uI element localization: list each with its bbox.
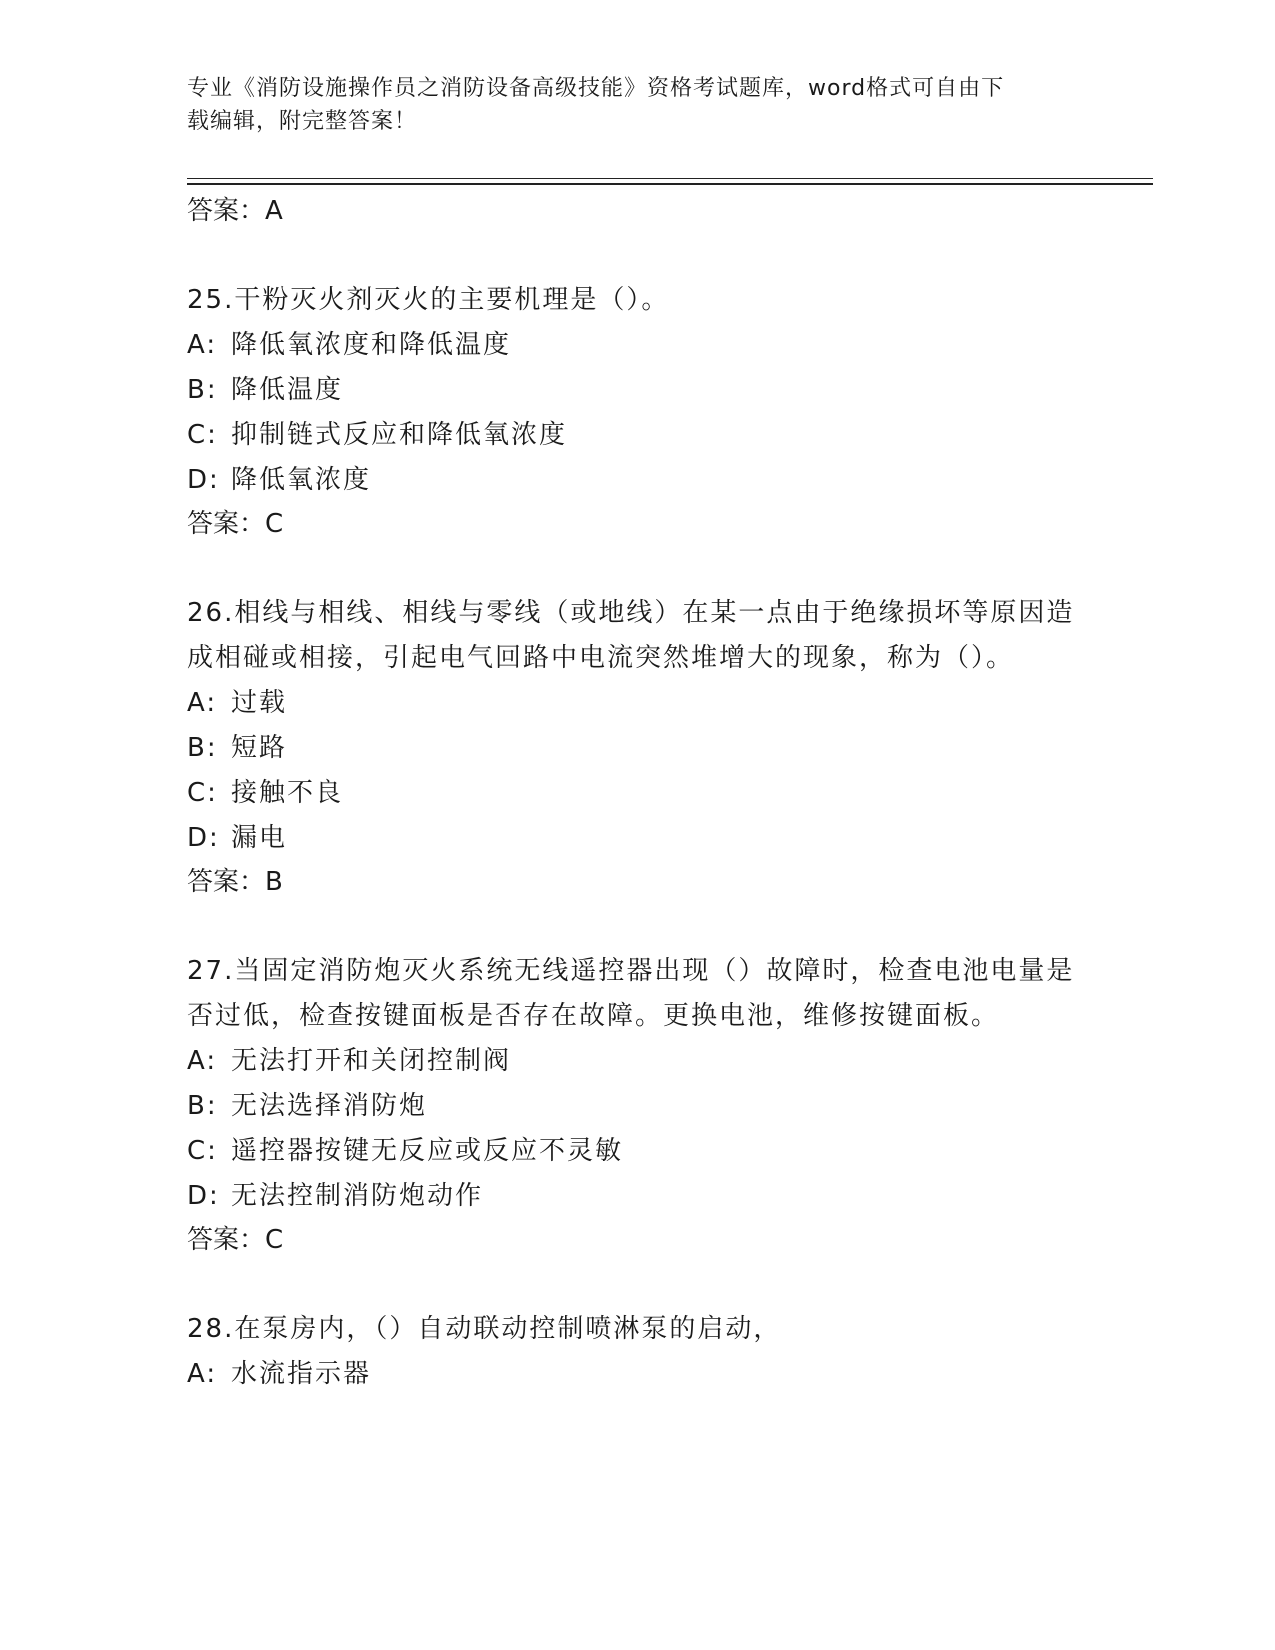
option-d: [187, 816, 1087, 861]
option-b: [187, 368, 1087, 413]
question-list: [187, 190, 1087, 1397]
option-letter: A:: [187, 688, 218, 718]
option-text: 遥控器按键无反应或反应不灵敏: [231, 1136, 624, 1166]
question-26: [187, 591, 1087, 910]
option-text: 降低温度: [231, 375, 344, 405]
option-text: 降低氧浓度和降低温度: [231, 330, 512, 360]
option-text: 抑制链式反应和降低氧浓度: [231, 420, 568, 450]
option-letter: A:: [187, 1359, 218, 1389]
question-stem: 25.干粉灭火剂灭火的主要机理是（）。: [187, 285, 670, 315]
answer-line: 答案：C: [187, 509, 284, 539]
question-stem: 27.当固定消防炮灭火系统无线遥控器出现（）故障时，检查电池电量是否过低，检查按键面板是否存在故障。更换电池，维修按键面板。: [187, 956, 1075, 1031]
answer-line: 答案：C: [187, 1225, 284, 1255]
option-letter: C:: [187, 778, 218, 808]
question-stem: 26.相线与相线、相线与零线（或地线）在某一点由于绝缘损坏等原因造成相碰或相接，引起电气回路中电流突然堆增大的现象，称为（）。: [187, 598, 1075, 673]
question-stem: 28.在泵房内，（）自动联动控制喷淋泵的启动，: [187, 1314, 782, 1344]
answer-line: 答案：B: [187, 867, 283, 897]
header-divider-thick: [187, 183, 1153, 185]
option-c: [187, 1129, 1087, 1174]
option-text: 接触不良: [231, 778, 344, 808]
option-letter: B:: [187, 1091, 218, 1121]
option-letter: D:: [187, 1181, 220, 1211]
spacer: [187, 552, 1087, 591]
spacer: [187, 910, 1087, 949]
option-text: 无法选择消防炮: [231, 1091, 428, 1121]
spacer: [187, 1268, 1087, 1307]
option-letter: B:: [187, 733, 218, 763]
option-letter: B:: [187, 375, 218, 405]
option-b: [187, 726, 1087, 771]
option-text: 漏电: [231, 823, 288, 853]
option-a: [187, 323, 1087, 368]
option-letter: A:: [187, 1046, 218, 1076]
option-d: [187, 1174, 1087, 1219]
option-a: [187, 1352, 1087, 1397]
option-d: [187, 458, 1087, 503]
option-text: 降低氧浓度: [231, 465, 372, 495]
option-letter: D:: [187, 823, 220, 853]
option-b: [187, 1084, 1087, 1129]
header-line-2: 载编辑，附完整答案！: [187, 109, 418, 134]
option-letter: D:: [187, 465, 220, 495]
question-28: [187, 1307, 1087, 1397]
option-text: 水流指示器: [231, 1359, 372, 1389]
option-c: [187, 413, 1087, 458]
option-text: 短路: [231, 733, 288, 763]
option-letter: A:: [187, 330, 218, 360]
question-27: [187, 949, 1087, 1268]
option-a: [187, 1039, 1087, 1084]
spacer: [187, 239, 1087, 278]
option-text: 无法控制消防炮动作: [231, 1181, 484, 1211]
option-letter: C:: [187, 1136, 218, 1166]
header-line-1: 专业《消防设施操作员之消防设备高级技能》资格考试题库，word格式可自由下: [187, 76, 1005, 101]
option-c: [187, 771, 1087, 816]
option-a: [187, 681, 1087, 726]
question-25: [187, 278, 1087, 552]
option-letter: C:: [187, 420, 218, 450]
option-text: 无法打开和关闭控制阀: [231, 1046, 512, 1076]
option-text: 过载: [231, 688, 288, 718]
document-header: [187, 72, 1067, 138]
header-divider-thin: [187, 178, 1153, 179]
previous-answer: 答案：A: [187, 196, 283, 226]
